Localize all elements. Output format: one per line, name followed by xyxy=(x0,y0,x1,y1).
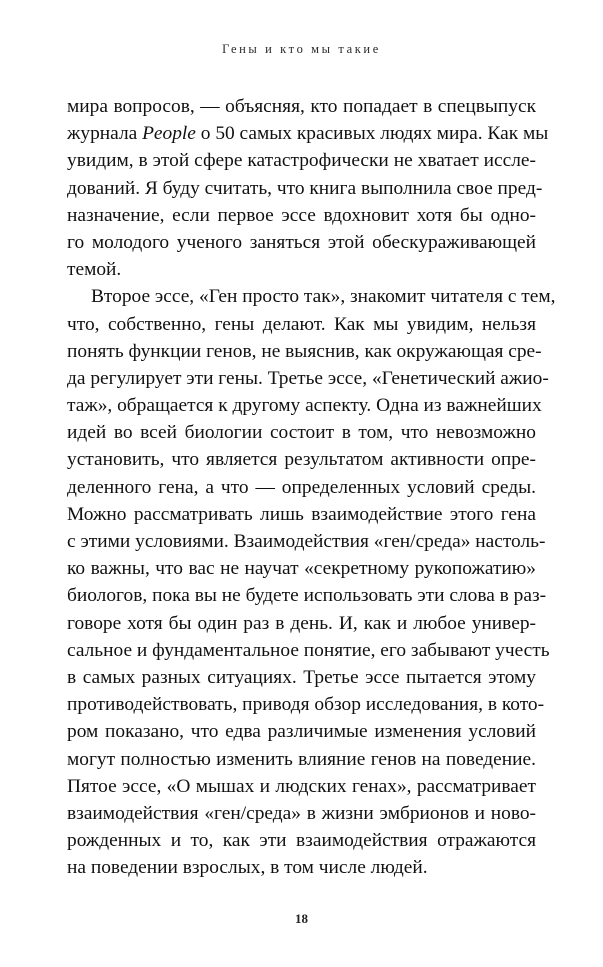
paragraph-1 xyxy=(67,93,549,283)
text-line: с этими условиями. Взаимодействия «ген/среда» настоль- xyxy=(67,531,546,552)
text-line: в самых разных ситуациях. Третье эссе пытается этому xyxy=(67,666,536,688)
text-line: дований. Я буду считать, что книга выполнила свое пред- xyxy=(67,177,543,199)
text-line: противодействовать, приводя обзор исследования, в кото- xyxy=(67,694,545,716)
text-line: установить, что является результатом активности опре- xyxy=(67,449,536,471)
text-line: да регулирует эти гены. Третье эссе, «Генетический ажио- xyxy=(67,367,549,389)
page-number: 18 xyxy=(295,911,308,926)
text-line: могут полностью изменить влияние генов на поведение. xyxy=(67,748,536,770)
text-line: таж», обращается к другому аспекту. Одна из важнейших xyxy=(67,395,542,417)
body-text xyxy=(67,93,556,881)
text-line: на поведении взрослых, в том числе людей. xyxy=(67,857,428,879)
paragraph-2 xyxy=(67,283,556,881)
text-line: ко важны, что вас не научат «секретному рукопожатию» xyxy=(67,558,536,580)
text-line: назначение, если первое эссе вдохновит хотя бы одно- xyxy=(67,204,536,226)
text-line: деленного гена, а что — определенных условий среды. xyxy=(67,476,536,498)
text-line: что, собственно, гены делают. Как мы увидим, нельзя xyxy=(67,313,536,335)
magazine-title: People xyxy=(142,123,196,145)
text-line: Можно рассматривать лишь взаимодействие этого гена xyxy=(67,503,536,525)
text-line: сальное и фундаментальное понятие, его забывают учесть xyxy=(67,639,550,661)
running-header: Гены и кто мы такие xyxy=(222,42,381,56)
text-line: понять функции генов, не выяснив, как окружающая сре- xyxy=(67,340,542,362)
text-line: журнала People о 50 самых красивых людях мира. Как мы xyxy=(67,123,549,145)
text-line: мира вопросов, — объясняя, кто попадает в спецвыпуск xyxy=(67,96,536,117)
text-line: взаимодействия «ген/среда» в жизни эмбрионов и ново- xyxy=(67,802,536,824)
text-line: темой. xyxy=(67,259,122,281)
text-line: говоре хотя бы один раз в день. И, как и любое универ- xyxy=(67,612,536,634)
text-line: го молодого ученого заняться этой обескураживающей xyxy=(67,231,536,253)
text-line: идей во всей биологии состоит в том, что невозможно xyxy=(67,422,536,444)
text-line: рожденных и то, как эти взаимодействия отражаются xyxy=(67,830,536,852)
text-line: увидим, в этой сфере катастрофически не хватает иссле- xyxy=(67,150,536,172)
text-line: Второе эссе, «Ген просто так», знакомит читателя с тем, xyxy=(91,286,556,308)
text-line: Пятое эссе, «О мышах и людских генах», рассматривает xyxy=(67,775,536,797)
text-line: биологов, пока вы не будете использовать эти слова в раз- xyxy=(67,585,547,607)
text-line: ром показано, что едва различимые изменения условий xyxy=(67,721,536,743)
